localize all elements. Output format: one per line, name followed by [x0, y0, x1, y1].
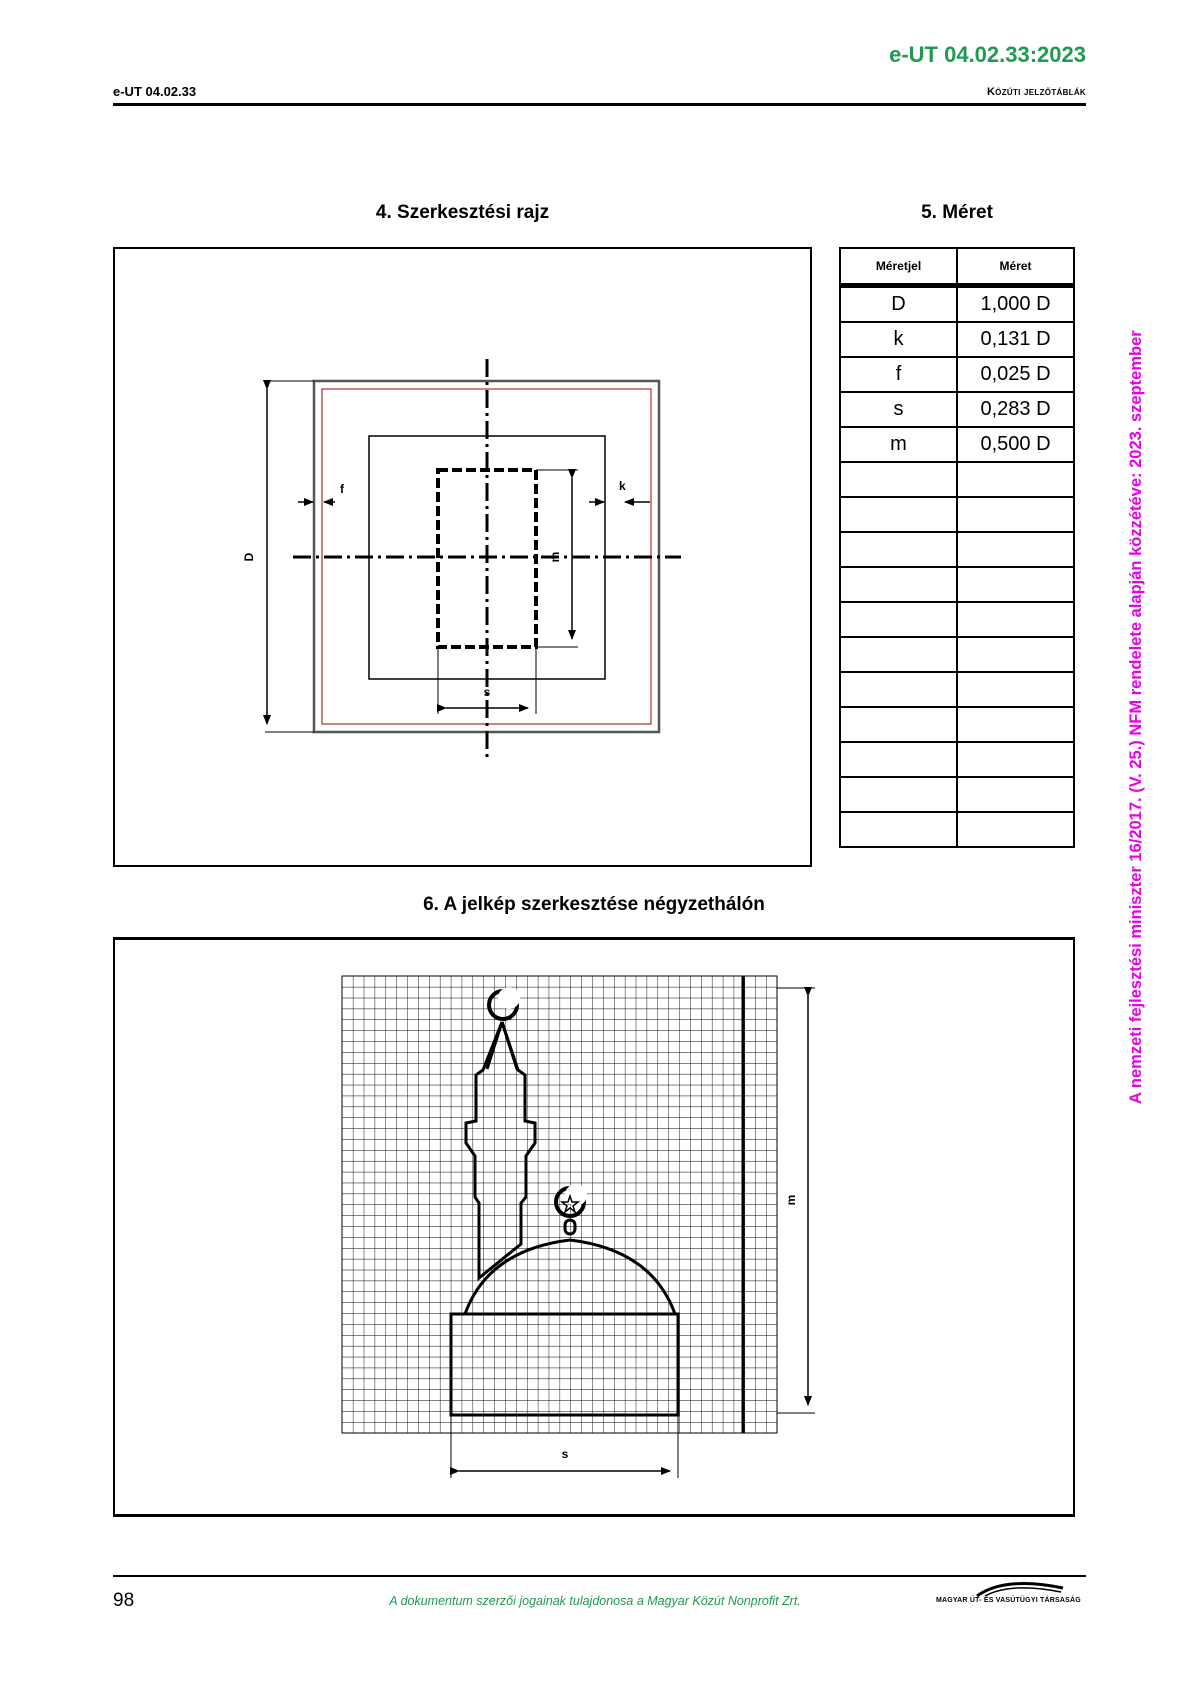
- cell-symbol: k: [840, 322, 957, 357]
- page-number: 98: [113, 1590, 135, 1611]
- header-left-code: e-UT 04.02.33: [113, 84, 197, 99]
- grid-drawing-frame: [113, 937, 1075, 1517]
- table-row: [840, 567, 1074, 602]
- cell-symbol: [840, 567, 957, 602]
- table-row: [840, 742, 1074, 777]
- square-grid: [342, 976, 777, 1433]
- grid-label-m: m: [784, 1194, 798, 1206]
- cell-symbol: [840, 742, 957, 777]
- cell-value: 0,283 D: [957, 392, 1074, 427]
- header-symbol: Méretjel: [840, 248, 957, 286]
- cell-symbol: [840, 532, 957, 567]
- cell-value: [957, 777, 1074, 812]
- table-row: [840, 392, 1074, 427]
- cell-value: [957, 742, 1074, 777]
- cell-value: [957, 462, 1074, 497]
- cell-symbol: [840, 707, 957, 742]
- size-section-title: 5. Méret: [921, 202, 993, 223]
- table-row: [840, 637, 1074, 672]
- label-f: f: [340, 482, 344, 496]
- logo-text: MAGYAR ÚT- ÉS VASÚTÜGYI TÁRSASÁG: [936, 1597, 1081, 1604]
- cell-symbol: [840, 637, 957, 672]
- cell-value: 0,025 D: [957, 357, 1074, 392]
- header-right-title: Közúti jelzőtáblák: [986, 86, 1086, 98]
- cell-symbol: f: [840, 357, 957, 392]
- label-D: D: [242, 552, 256, 562]
- size-table-header: [840, 248, 1074, 286]
- cell-value: 0,131 D: [957, 322, 1074, 357]
- header-rule: [113, 103, 1086, 106]
- grid-drawing: [115, 940, 1073, 1514]
- drawing-section-title: 4. Szerkesztési rajz: [375, 202, 550, 223]
- grid-label-s: s: [561, 1447, 569, 1461]
- table-row: [840, 322, 1074, 357]
- cell-symbol: [840, 777, 957, 812]
- cell-symbol: D: [840, 286, 957, 323]
- cell-symbol: [840, 672, 957, 707]
- table-row: [840, 462, 1074, 497]
- size-table: [839, 247, 1075, 848]
- cell-symbol: m: [840, 427, 957, 462]
- side-note: A nemzeti fejlesztési miniszter 16/2017. (V. 25.) NFM rendelete alapján közzétéve: 2023. szeptember: [1127, 330, 1145, 1104]
- cell-value: 0,500 D: [957, 427, 1074, 462]
- table-row: [840, 427, 1074, 462]
- construction-drawing-frame: [113, 247, 812, 867]
- table-row: [840, 357, 1074, 392]
- grid-section-title: 6. A jelkép szerkesztése négyzethálón: [423, 894, 765, 915]
- label-s: s: [483, 685, 491, 699]
- cell-value: 1,000 D: [957, 286, 1074, 323]
- footer-rule: [113, 1575, 1086, 1577]
- table-row: [840, 286, 1074, 323]
- table-row: [840, 672, 1074, 707]
- society-logo-icon: [975, 1580, 1065, 1598]
- cell-value: [957, 812, 1074, 847]
- cell-value: [957, 672, 1074, 707]
- cell-symbol: [840, 812, 957, 847]
- cell-value: [957, 637, 1074, 672]
- copyright-notice: A dokumentum szerzői jogainak tulajdonosa a Magyar Közút Nonprofit Zrt.: [389, 1594, 801, 1608]
- cell-value: [957, 497, 1074, 532]
- table-row: [840, 707, 1074, 742]
- cell-value: [957, 532, 1074, 567]
- label-k: k: [619, 479, 626, 493]
- header-size: Méret: [957, 248, 1074, 286]
- cell-value: [957, 602, 1074, 637]
- cell-value: [957, 707, 1074, 742]
- cell-value: [957, 567, 1074, 602]
- table-row: [840, 777, 1074, 812]
- cell-symbol: [840, 602, 957, 637]
- construction-drawing: [115, 249, 810, 865]
- cell-symbol: s: [840, 392, 957, 427]
- table-row: [840, 602, 1074, 637]
- cell-symbol: [840, 497, 957, 532]
- label-m: m: [548, 551, 562, 563]
- table-row: [840, 497, 1074, 532]
- table-row: [840, 532, 1074, 567]
- table-row: [840, 812, 1074, 847]
- document-code: e-UT 04.02.33:2023: [889, 42, 1086, 67]
- cell-symbol: [840, 462, 957, 497]
